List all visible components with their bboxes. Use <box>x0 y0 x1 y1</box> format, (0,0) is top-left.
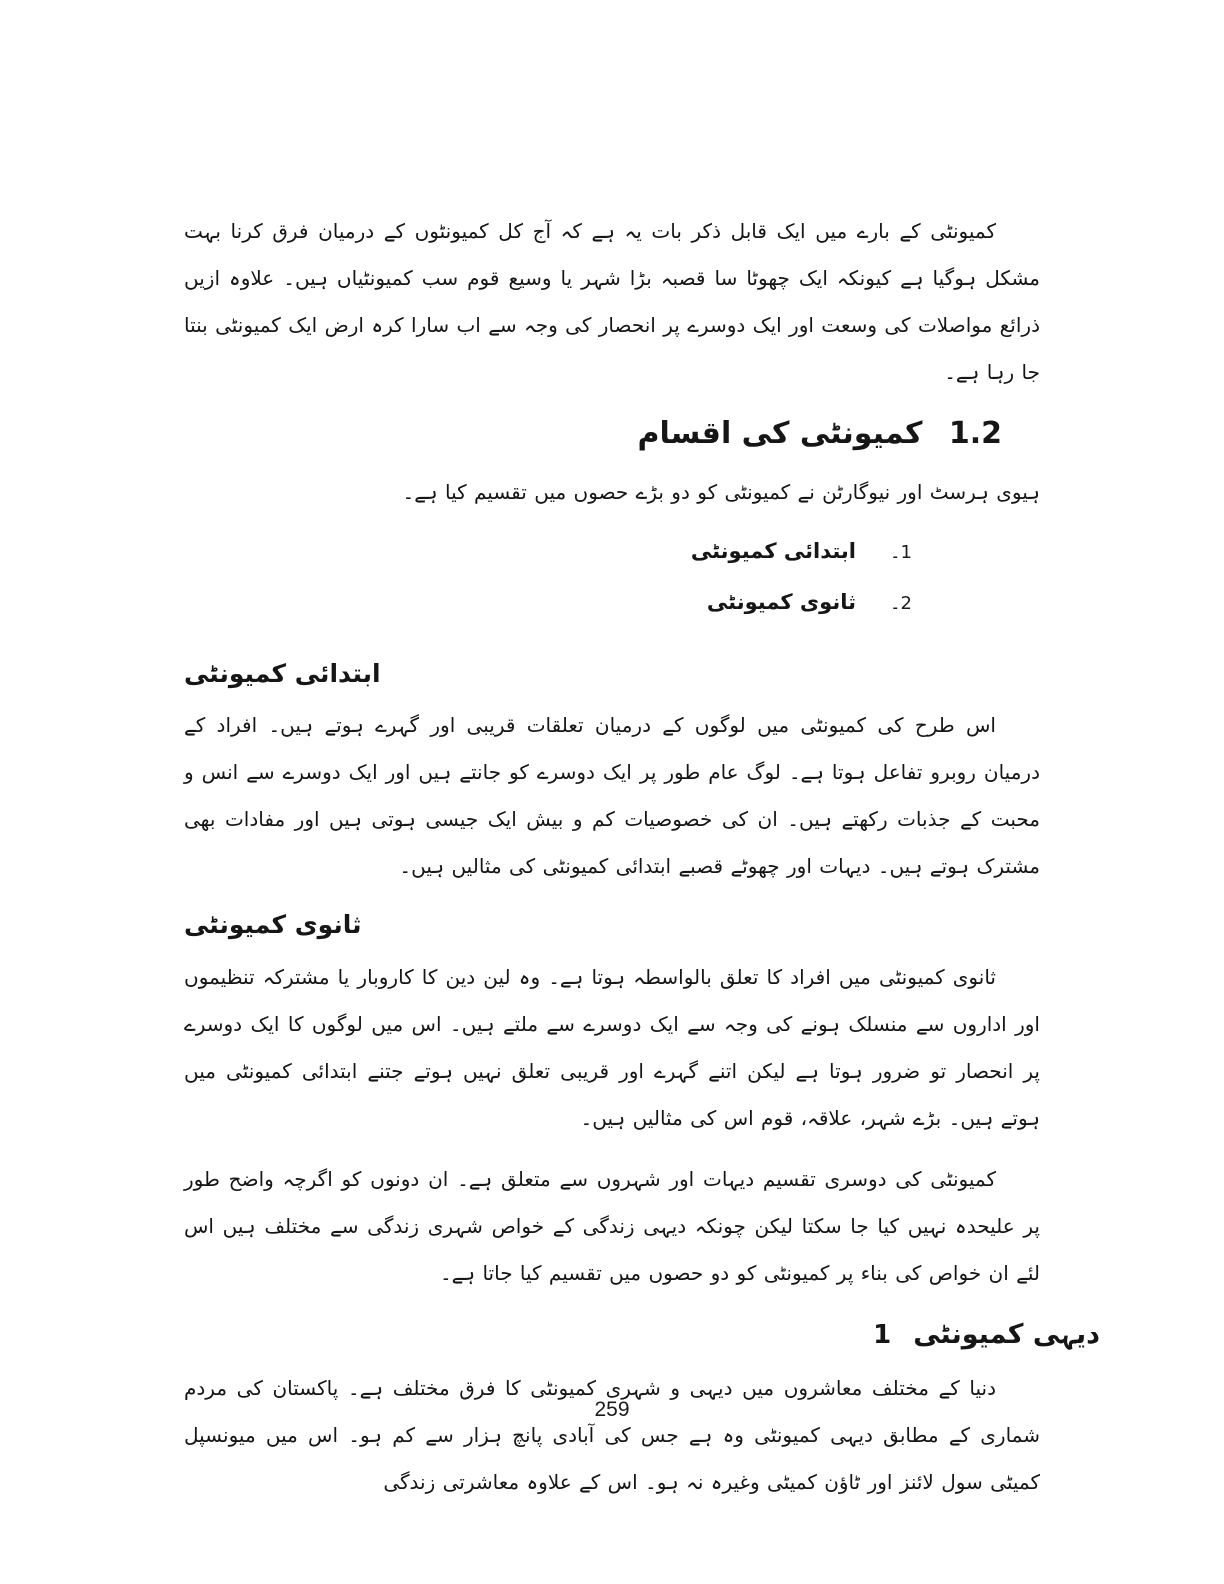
heading-primary-community: ابتدائی کمیونٹی <box>184 658 381 688</box>
community-second-division-paragraph: کمیونٹی کی دوسری تقسیم دیہات اور شہروں سے متعلق ہے۔ ان دونوں کو اگرچہ واضح طور پر علیحدہ نہیں کیا جا سکتا لیکن چونکہ دیہی زندگی کے خواص شہری زندگی سے مختلف ہیں اس لئے ان خواص کی بناء پر کمیونٹی کو دو حصوں میں تقسیم کیا جاتا ہے۔ <box>184 1166 1040 1285</box>
rural-community-paragraph: دنیا کے مختلف معاشروں میں دیہی و شہری کمیونٹی کا فرق مختلف ہے۔ پاکستان کی مردم شماری کے مطابق دیہی کمیونٹی وہ ہے جس کی آبادی پانچ ہزار سے کم ہو۔ اس میں میونسپل کمیٹی سول لائنز اور ٹاؤن کمیٹی وغیرہ نہ ہو۔ اس کے علاوہ معاشرتی زندگی <box>184 1376 1040 1495</box>
section-heading-community-types <box>184 416 1040 451</box>
intro-paragraph: کمیونٹی کے بارے میں ایک قابل ذکر بات یہ ہے کہ آج کل کمیونٹوں کے درمیان فرق کرنا بہت مشکل ہوگیا ہے کیونکہ ایک چھوٹا سا قصبہ بڑا شہر یا وسیع قوم سب کمیونٹیاں ہیں۔ علاوہ ازیں ذرائع مواصلات کی وسعت اور ایک دوسرے پر انحصار کی وجہ سے اب سارا کرہ ارض ایک کمیونٹی بنتا جا رہا ہے۔ <box>184 219 1040 384</box>
section-title: کمیونٹی کی اقسام <box>637 416 923 451</box>
primary-community-paragraph: اس طرح کی کمیونٹی میں لوگوں کے درمیان تعلقات قریبی اور گہرے ہوتے ہیں۔ افراد کے درمیان روبرو تفاعل ہوتا ہے۔ لوگ عام طور پر ایک دوسرے کو جانتے ہیں اور ایک دوسرے سے انس و محبت کے جذبات رکھتے ہیں۔ ان کی خصوصیات کم و بیش ایک جیسی ہوتی ہیں اور مفادات بھی مشترک ہوتے ہیں۔ دیہات اور چھوٹے قصبے ابتدائی کمیونٹی کی مثالیں ہیں۔ <box>184 713 1040 879</box>
list-item-marker: 2۔ <box>890 593 912 615</box>
section-intro-line: ہیوی ہرسٹ اور نیوگارٹن نے کمیونٹی کو دو بڑے حصوں میں تقسیم کیا ہے۔ <box>402 480 1040 504</box>
secondary-community-paragraph: ثانوی کمیونٹی میں افراد کا تعلق بالواسطہ ہوتا ہے۔ وہ لین دین کا کاروبار یا مشترکہ تنظیموں اور اداروں سے منسلک ہونے کی وجہ سے ایک دوسرے سے ملتے ہیں۔ اس میں لوگوں کا ایک دوسرے پر انحصار تو ضرور ہوتا ہے لیکن اتنے گہرے اور قریبی تعلق نہیں ہوتے جتنے ابتدائی کمیونٹی میں ہوتے ہیں۔ بڑے شہر، علاقہ، قوم اس کی مثالیں ہیں۔ <box>184 964 1040 1130</box>
list-item-label: ثانوی کمیونٹی <box>706 590 856 615</box>
page-number: 259 <box>594 1398 630 1421</box>
heading-secondary-community: ثانوی کمیونٹی <box>184 910 362 940</box>
rural-heading-number: 1 <box>873 1319 892 1350</box>
list-item <box>184 577 912 628</box>
section-number: 1.2 <box>948 416 1002 451</box>
rural-heading-title: دیہی کمیونٹی <box>913 1318 1100 1350</box>
list-item <box>184 526 912 577</box>
list-item-label: ابتدائی کمیونٹی <box>690 539 856 563</box>
community-types-list <box>184 526 1040 629</box>
heading-rural-community <box>184 1315 1100 1356</box>
page-content <box>184 208 1100 1506</box>
list-item-marker: 1۔ <box>890 542 912 563</box>
